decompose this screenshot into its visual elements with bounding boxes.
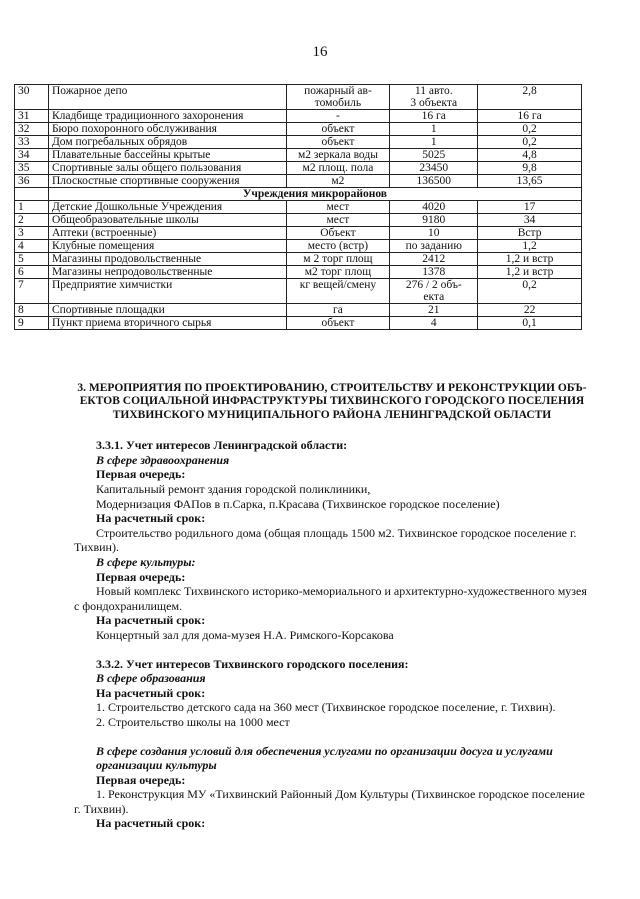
calc-term-label-3: На расчетный срок: [96, 685, 206, 700]
quantity-cell: 9180 [390, 214, 478, 227]
unit-cell: Объект [286, 227, 390, 240]
unit-cell: мест [286, 214, 390, 227]
row-number-cell: 30 [15, 85, 49, 110]
row-number-cell: 4 [15, 240, 49, 253]
table-row [15, 227, 582, 240]
facility-name-cell: Спортивные залы общего пользования [48, 162, 286, 175]
row-number-cell: 3 [15, 227, 49, 240]
quantity-cell: 4020 [390, 201, 478, 214]
health-item-2: Модернизация ФАПов в п.Сарка, п.Красава (Тихвинское городское поселение) [96, 496, 500, 511]
education-item-2: 2. Строительство школы на 1000 мест [96, 714, 290, 729]
table-row [15, 201, 582, 214]
table-row [15, 110, 582, 123]
row-number-cell: 2 [15, 214, 49, 227]
facility-name-cell: Спортивные площадки [48, 304, 286, 317]
table-row [15, 253, 582, 266]
unit-cell: объект [286, 317, 390, 330]
unit-cell: м2 зеркала воды [286, 149, 390, 162]
unit-cell: га [286, 304, 390, 317]
facility-name-cell: Дом погребальных обрядов [48, 136, 286, 149]
facility-name-cell: Магазины продовольственные [48, 253, 286, 266]
quantity-cell: 1378 [390, 266, 478, 279]
subsection-332-title: 3.3.2. Учет интересов Тихвинского городского поселения: [96, 656, 409, 671]
page-number: 16 [312, 44, 328, 60]
row-number-cell: 8 [15, 304, 49, 317]
quantity-cell: 16 га [390, 110, 478, 123]
table-row [15, 279, 582, 304]
unit-cell: мест [286, 201, 390, 214]
education-item-1: 1. Строительство детского сада на 360 мест (Тихвинское городское поселение, г. Тихвин). [96, 700, 556, 715]
value-cell: 0,2 [478, 279, 582, 304]
facility-name-cell: Пожарное депо [48, 85, 286, 110]
unit-cell: кг вещей/смену [286, 279, 390, 304]
section-title: Учреждения микрорайонов [48, 188, 581, 201]
table-row [15, 266, 582, 279]
row-number-cell: 31 [15, 110, 49, 123]
row-number-cell: 6 [15, 266, 49, 279]
quantity-cell: 21 [390, 304, 478, 317]
row-number-cell: 7 [15, 279, 49, 304]
table-row [15, 123, 582, 136]
quantity-cell: 11 авто. 3 объекта [390, 85, 478, 110]
value-cell: 1,2 и встр [478, 253, 582, 266]
value-cell: 4,8 [478, 149, 582, 162]
unit-cell: м2 площ. пола [286, 162, 390, 175]
table-row [15, 214, 582, 227]
unit-cell: место (встр) [286, 240, 390, 253]
quantity-cell: 10 [390, 227, 478, 240]
section-heading: 3. МЕРОПРИЯТИЯ ПО ПРОЕКТИРОВАНИЮ, СТРОИТЕЛЬСТВУ И РЕКОНСТРУКЦИИ ОБЪ-ЕКТОВ СОЦИАЛЬНОЙ ИНФРАСТРУКТУРЫ ТИХВИНСКОГО ГОРОДСКОГО ПОСЕЛЕНИЯ ТИХВИНСКОГО МУНИЦИПАЛЬНОГО РАЙОНА ЛЕНИНГРАДСКОЙ ОБЛАСТИ [77, 382, 587, 421]
row-number-cell: 33 [15, 136, 49, 149]
facility-name-cell: Пункт приема вторичного сырья [48, 317, 286, 330]
facility-name-cell: Плавательные бассейны крытые [48, 149, 286, 162]
table-row [15, 162, 582, 175]
table-row [15, 175, 582, 188]
facility-name-cell: Детские Дошкольные Учреждения [48, 201, 286, 214]
table-row [15, 317, 582, 330]
unit-cell: м2 торг площ [286, 266, 390, 279]
unit-cell: пожарный ав- томобиль [286, 85, 390, 110]
value-cell: 16 га [478, 110, 582, 123]
facility-name-cell: Бюро похоронного обслуживания [48, 123, 286, 136]
calc-term-label: На расчетный срок: [96, 511, 206, 526]
first-stage-label-3: Первая очередь: [96, 772, 186, 787]
value-cell: 1,2 и встр [478, 266, 582, 279]
table-row [15, 85, 582, 110]
health-item-1: Капитальный ремонт здания городской поликлиники, [96, 482, 371, 496]
facility-name-cell: Магазины непродовольственные [48, 266, 286, 279]
culture-sphere: В сфере культуры: [96, 554, 196, 569]
value-cell: 17 [478, 201, 582, 214]
first-stage-label: Первая очередь: [96, 467, 186, 482]
value-cell: 22 [478, 304, 582, 317]
leisure-sphere: В сфере создания условий для обеспечения услугами по организации досуга и услугами организации культуры [96, 743, 553, 773]
table-row [15, 240, 582, 253]
value-cell: 34 [478, 214, 582, 227]
facility-name-cell: Плоскостные спортивные сооружения [48, 175, 286, 188]
quantity-cell: 1 [390, 136, 478, 149]
table-section-row [15, 188, 582, 201]
value-cell: 9,8 [478, 162, 582, 175]
value-cell: 13,65 [478, 175, 582, 188]
calc-term-label-4: На расчетный срок: [96, 816, 206, 831]
quantity-cell: 2412 [390, 253, 478, 266]
leisure-item-1: 1. Реконструкция МУ «Тихвинский Районный Дом Культуры (Тихвинское городское поселение г. Тихвин). [74, 787, 585, 816]
subsection-331-title: 3.3.1. Учет интересов Ленинградской области: [96, 438, 348, 453]
culture-item-2: Концертный зал для дома-музея Н.А. Римского-Корсакова [96, 627, 394, 642]
unit-cell: м 2 торг площ [286, 253, 390, 266]
row-number-cell: 35 [15, 162, 49, 175]
facility-name-cell: Клубные помещения [48, 240, 286, 253]
calc-term-label-2: На расчетный срок: [96, 613, 206, 628]
table-row [15, 149, 582, 162]
value-cell: Встр [478, 227, 582, 240]
quantity-cell: 4 [390, 317, 478, 330]
quantity-cell: 1 [390, 123, 478, 136]
value-cell: 0,1 [478, 317, 582, 330]
quantity-cell: по заданию [390, 240, 478, 253]
unit-cell: объект [286, 136, 390, 149]
table-row [15, 136, 582, 149]
quantity-cell: 276 / 2 объ- екта [390, 279, 478, 304]
text-body [74, 382, 590, 831]
quantity-cell: 23450 [390, 162, 478, 175]
value-cell: 2,8 [478, 85, 582, 110]
first-stage-label-2: Первая очередь: [96, 569, 186, 584]
facility-name-cell: Общеобразовательные школы [48, 214, 286, 227]
value-cell: 1,2 [478, 240, 582, 253]
row-number-cell: 9 [15, 317, 49, 330]
value-cell: 0,2 [478, 123, 582, 136]
row-number-cell: 32 [15, 123, 49, 136]
quantity-cell: 5025 [390, 149, 478, 162]
unit-cell: м2 [286, 175, 390, 188]
row-number-cell: 5 [15, 253, 49, 266]
row-number-cell: 34 [15, 149, 49, 162]
row-number-cell: 1 [15, 201, 49, 214]
quantity-cell: 136500 [390, 175, 478, 188]
value-cell: 0,2 [478, 136, 582, 149]
row-number-cell: 36 [15, 175, 49, 188]
culture-item-1: Новый комплекс Тихвинского историко-мемориального и архитектурно-художественного музея с фондохранилищем. [74, 584, 587, 613]
facilities-table [14, 84, 582, 330]
unit-cell: объект [286, 123, 390, 136]
facility-name-cell: Кладбище традиционного захоронения [48, 110, 286, 123]
health-item-3: Строительство родильного дома (общая площадь 1500 м2. Тихвинское городское поселение г. Тихвин). [74, 525, 577, 555]
health-sphere: В сфере здравоохранения [96, 452, 230, 467]
table-row [15, 304, 582, 317]
facility-name-cell: Предприятие химчистки [48, 279, 286, 304]
facility-name-cell: Аптеки (встроенные) [48, 227, 286, 240]
education-sphere: В сфере образования [96, 671, 206, 686]
unit-cell: - [286, 110, 390, 123]
